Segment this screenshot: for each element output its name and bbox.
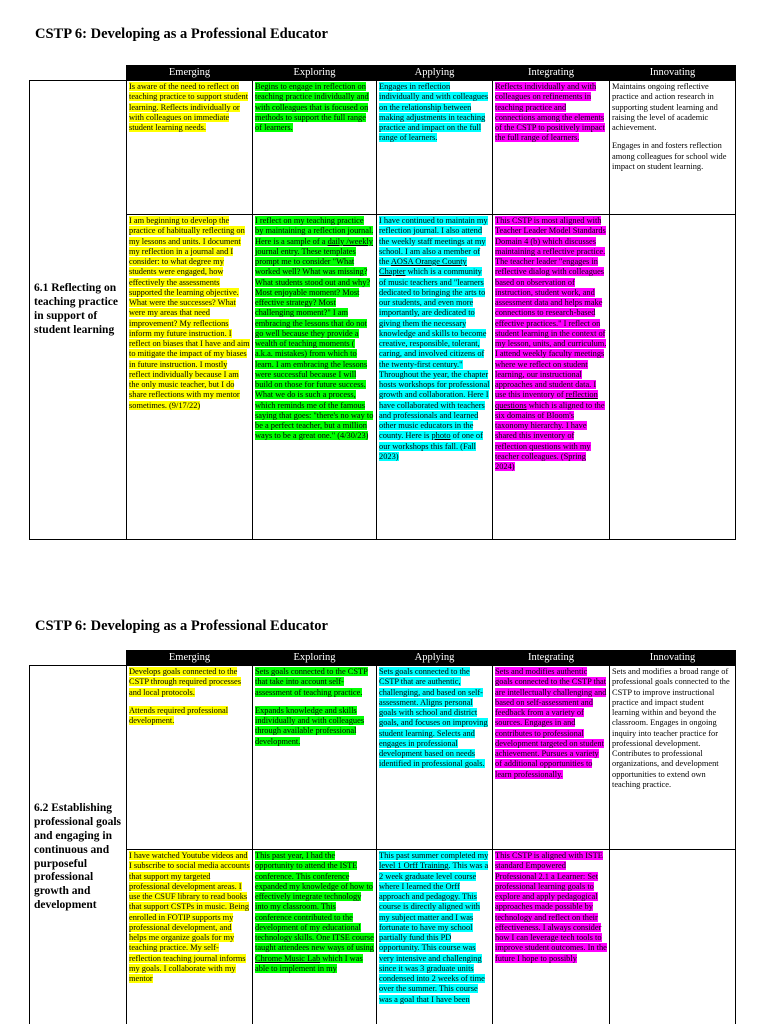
header-row	[30, 651, 736, 666]
evidence-text: This past summer completed my	[379, 851, 489, 860]
orff-training-link[interactable]: level 1 Orff Training	[379, 861, 449, 871]
header-emerging: Emerging	[127, 66, 253, 81]
aosa-chapter-link[interactable]: AOSA Orange County Chapter	[379, 257, 467, 277]
desc-applying	[377, 666, 493, 850]
header-integrating: Integrating	[493, 66, 610, 81]
element-label-text: 6.1 Reflecting on teaching practice in support of student learning	[34, 282, 118, 336]
desc-exploring	[253, 81, 377, 215]
page-title: CSTP 6: Developing as a Professional Educator	[35, 26, 328, 42]
header-innovating: Innovating	[610, 66, 736, 81]
descriptor-row	[30, 666, 736, 850]
evidence-emerging	[127, 850, 253, 1024]
desc-emerging	[127, 81, 253, 215]
evidence-text: I reflect on my teaching practice by maintaining a reflection journal. Here is a sample of a	[255, 216, 374, 246]
evidence-text: which I was able to implement in my	[255, 953, 363, 973]
desc-text: Is aware of the need to reflect on teaching practice to support student learning. Reflects individually or with colleagues on immediate student learning needs.	[129, 82, 249, 132]
header-exploring: Exploring	[253, 66, 377, 81]
evidence-applying	[377, 215, 493, 540]
desc-text: Attends required professional development.	[129, 705, 229, 725]
page-title-2: CSTP 6: Developing as a Professional Educator	[35, 618, 328, 634]
evidence-row	[30, 215, 736, 540]
evidence-text: which is aligned to the six domains of Bloom's taxonomy hierarchy. I have shared this inventory of reflection questions with my teacher colleagues. (Spring 2024)	[495, 400, 605, 471]
evidence-row	[30, 850, 736, 1024]
desc-text: Develops goals connected to the CSTP through required processes and local protocols.	[129, 667, 242, 697]
evidence-integrating	[493, 850, 610, 1024]
evidence-emerging	[127, 215, 253, 540]
evidence-innovating	[610, 215, 736, 540]
header-innovating: Innovating	[610, 651, 736, 666]
desc-text: Sets and modifies a broad range of professional goals connected to the CSTP to improve instructional practice and impact student learning within and beyond the classroom. Engages in ongoing inquiry into teacher practice for professional development. Contributes to professional organizations, and development opportunities to extend own teaching practice.	[612, 667, 730, 789]
header-applying: Applying	[377, 66, 493, 81]
desc-text: Engages in and fosters reflection among colleagues for school wide impact on student learning.	[612, 141, 727, 171]
evidence-applying	[377, 850, 493, 1024]
header-emerging: Emerging	[127, 651, 253, 666]
desc-text: Expands knowledge and skills individually and with colleagues through available professional development.	[255, 705, 365, 746]
evidence-exploring	[253, 215, 377, 540]
desc-integrating	[493, 81, 610, 215]
desc-text: Sets and modifies authentic goals connected to the CSTP that are intellectually challenging and based on self-assessment and feedback from a variety of sources. Engages in and contributes to professional development targeted on student achievement. Pursues a variety of additional opportunities to learn professionally.	[495, 667, 607, 779]
photo-link[interactable]: photo	[431, 431, 451, 441]
evidence-innovating	[610, 850, 736, 1024]
header-blank-cell	[30, 66, 127, 81]
desc-innovating	[610, 81, 736, 215]
chrome-music-lab-link[interactable]: Chrome Music Lab	[255, 953, 321, 963]
evidence-integrating	[493, 215, 610, 540]
evidence-text: I am beginning to develop the practice of habitually reflecting on my lessons and units. I document my reflection in a journal and I consider: to what degree my students were engaged, how effectively the assessments supported the learning objective. What were the successes? What were my areas that need improvement? My reflections inform my future instruction. I reflect on biases that I have and aim to mitigate the impact of my biases in future instruction. I mostly reflect individually because I am the only music teacher, but I do share reflections with my mentor sometimes. (9/17/22)	[129, 216, 250, 410]
desc-integrating	[493, 666, 610, 850]
desc-emerging	[127, 666, 253, 850]
evidence-text: This CSTP is aligned with ISTE standard Empowered Professional 2.1 a Learner: Set professional learning goals to explore and apply pedagogical approaches made possible by technology and reflect on their effectiveness. I always consider how I can leverage tech tools to improve student outcomes. In the future I hope to possibly	[495, 851, 607, 963]
rubric-table-6-1	[29, 65, 736, 540]
desc-text: Maintains ongoing reflective practice and action research in supporting student learning and raising the level of academic achievement.	[612, 82, 718, 132]
desc-exploring	[253, 666, 377, 850]
daily-weekly-link[interactable]: daily /weekly	[327, 236, 373, 246]
evidence-text: This CSTP is most aligned with Teacher Leader Model Standards Domain 4 (b) which discusses maintaining a reflective practice. The teacher leader "engages in reflective dialog with colleagues based on observation of instruction, student work, and assessment data and helps make connections to research-based effective practices." I reflect on student learning in the context of my lesson, units, and curriculum. I attend weekly faculty meetings where we reflect on student learning, our instructional approaches and student data. I use this inventory of	[495, 216, 607, 400]
evidence-text: . This was a 2 week graduate level course where I learned the Orff approach and pedagogy. This course is directly aligned with my subject matter and I was fortunate to have my school partially fund this PD opportunity. This course was very intensive and challenging since it was 3 graduate units condensed into 2 weeks of time over the summer. This course was a goal that I have been	[379, 861, 489, 1004]
evidence-text: This past year, I had the opportunity to attend the ISTE conference. This conference expanded my knowledge of how to effectively integrate technology into my classroom. This conference contributed to the development of my educational technology skills. One ITSE course taught attendees new ways of using	[255, 851, 374, 953]
element-label-text: 6.2 Establishing professional goals and engaging in continuous and purposeful professional growth and development	[34, 802, 122, 911]
desc-text: Sets goals connected to the CSTP that take into account self-assessment of teaching practice.	[255, 667, 368, 697]
header-integrating: Integrating	[493, 651, 610, 666]
header-exploring: Exploring	[253, 651, 377, 666]
element-label-6-1	[30, 81, 127, 540]
evidence-exploring	[253, 850, 377, 1024]
header-blank-cell	[30, 651, 127, 666]
evidence-text: of one of our workshops this fall. (Fall 2023)	[379, 431, 483, 461]
evidence-text: journal entry. These templates prompt me to consider "What worked well? What was missing? What students stood out and why? Most enjoyable moment? Most effective strategy? Most challenging moment?" I am embracing the lessons that do not go well because they provide a wealth of teaching moments ( a.k.a. mistakes) from which to learn. I am embracing the lessons were successful because I will build on those for future success. What we do is such a process, which reminds me of the famous saying that goes: "there's no way to be a perfect teacher, but a million ways to be a great one." (4/30/23)	[255, 246, 374, 441]
descriptor-row	[30, 81, 736, 215]
desc-text: Engages in reflection individually and with colleagues on the relationship between making adjustments in teaching practice and impact on the full range of learners.	[379, 82, 489, 143]
header-applying: Applying	[377, 651, 493, 666]
desc-applying	[377, 81, 493, 215]
evidence-text: I have continued to maintain my reflection journal. I also attend the weekly staff meetings at my school. I am also a member of the	[379, 216, 488, 266]
evidence-text: I have watched Youtube videos and I subscribe to social media accounts that support my targeted professional development areas. I use the CSUF library to read books that support CSTPs in music. Being enrolled in FOTIP supports my professional development, and helps me organize goals for my teaching practice. My self-reflection teaching journal informs my goals. I collaborate with my mentor	[129, 851, 250, 983]
desc-text: Sets goals connected to the CSTP that are authentic, challenging, and based on self-assessment. Aligns personal goals with school and district goals, and focuses on improving student learning. Selects and engages in professional development based on needs identified in professional goals.	[379, 667, 488, 769]
reflection-questions-link[interactable]: reflection questions	[495, 390, 598, 410]
desc-innovating	[610, 666, 736, 850]
header-row	[30, 66, 736, 81]
desc-text: Begins to engage in reflection on teaching practice individually and with colleagues that is focused on methods to support the full range of learners.	[255, 82, 369, 132]
element-label-6-2	[30, 666, 127, 1024]
evidence-text: which is a community of music teachers and "learners dedicated to bringing the arts to our students, and even more importantly, are dedicated to giving them the necessary knowledge and skills to become creative, responsible, tolerant, caring, and involved citizens of the twenty-first century." Throughout the year, the chapter hosts workshops for professional growth and collaboration. Here I have collaborated with teachers and professionals and learned other music educators in the county. Here is	[379, 267, 490, 441]
desc-text: Reflects individually and with colleagues on refinements in teaching practice and connections among the elements of the CSTP to positively impact the full range of learners.	[495, 82, 605, 143]
rubric-table-6-2	[29, 650, 736, 1024]
